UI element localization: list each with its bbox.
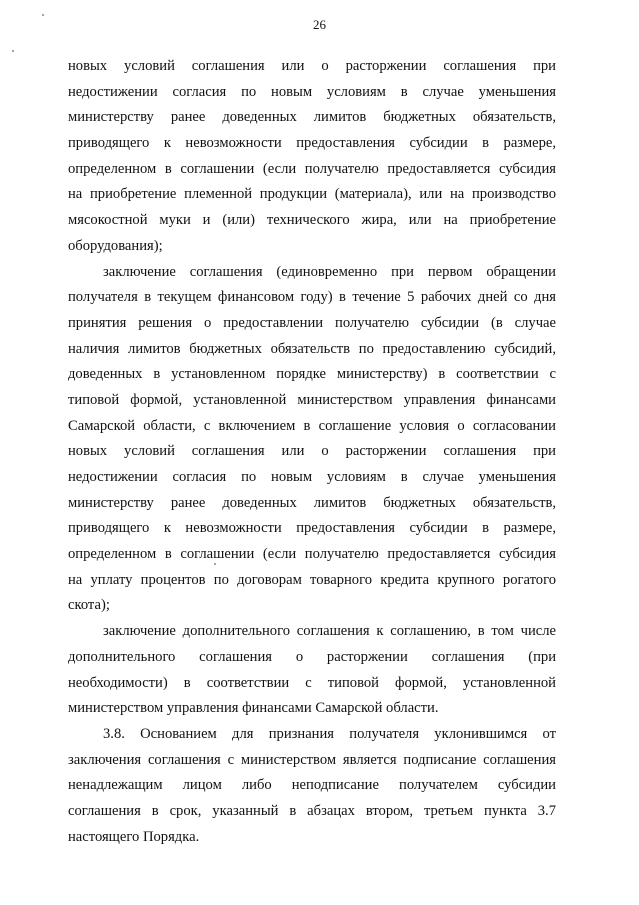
text-line: доведенных в установленном порядке министерству) в соответствии с <box>68 366 556 383</box>
text-line: министерству ранее доведенных лимитов бюджетных обязательств, <box>68 494 556 511</box>
text-line: заключение соглашения (единовременно при первом обращении <box>103 263 556 280</box>
text-line: 3.8. Основанием для признания получателя уклонившимся от <box>103 725 556 742</box>
text-line: на уплату процентов по договорам товарного кредита крупного рогатого <box>68 571 556 588</box>
text-line: необходимости) в соответствии с типовой формой, установленной <box>68 674 556 691</box>
text-line: министерству ранее доведенных лимитов бюджетных обязательств, <box>68 109 556 126</box>
text-line: принятия решения о предоставлении получателю субсидии (в случае <box>68 314 556 331</box>
text-line: дополнительного соглашения о расторжении соглашения (при <box>68 648 556 665</box>
text-line: типовой формой, установленной министерством управления финансами <box>68 391 556 408</box>
text-line: получателя в текущем финансовом году) в течение 5 рабочих дней со дня <box>68 289 556 306</box>
text-line: на приобретение племенной продукции (материала), или на производство <box>68 186 556 203</box>
text-line: недостижении согласия по новым условиям в случае уменьшения <box>68 83 556 100</box>
text-line: ненадлежащим лицом либо неподписание получателем субсидии <box>68 777 556 794</box>
text-line: оборудования); <box>68 237 163 254</box>
scan-speck <box>214 563 216 565</box>
text-line: новых условий соглашения или о расторжении соглашения при <box>68 443 556 460</box>
document-body <box>68 54 556 850</box>
scan-speck <box>12 50 14 52</box>
text-line: мясокостной муки и (или) технического жира, или на приобретение <box>68 212 556 229</box>
text-line: новых условий соглашения или о расторжении соглашения при <box>68 58 556 74</box>
text-line: определенном в соглашении (если получателю предоставляется субсидия <box>68 160 556 177</box>
text-line: приводящего к невозможности предоставления субсидии в размере, <box>68 520 556 537</box>
text-line: настоящего Порядка. <box>68 828 200 845</box>
text-line: соглашения в срок, указанный в абзацах втором, третьем пункта 3.7 <box>68 802 556 819</box>
text-line: приводящего к невозможности предоставления субсидии в размере, <box>68 135 556 152</box>
text-line: скота); <box>68 597 110 614</box>
scan-speck <box>42 14 44 16</box>
text-line: недостижении согласия по новым условиям в случае уменьшения <box>68 469 556 485</box>
text-line: наличия лимитов бюджетных обязательств по предоставлению субсидий, <box>68 340 556 357</box>
text-line: определенном в соглашении (если получателю предоставляется субсидия <box>68 546 556 563</box>
text-line: Самарской области, с включением в соглашение условия о согласовании <box>68 417 556 434</box>
page-number: 26 <box>313 17 326 32</box>
text-line: заключение дополнительного соглашения к соглашению, в том числе <box>103 623 556 640</box>
text-line: заключения соглашения с министерством является подписание соглашения <box>68 751 556 768</box>
text-line: министерством управления финансами Самарской области. <box>68 700 439 717</box>
